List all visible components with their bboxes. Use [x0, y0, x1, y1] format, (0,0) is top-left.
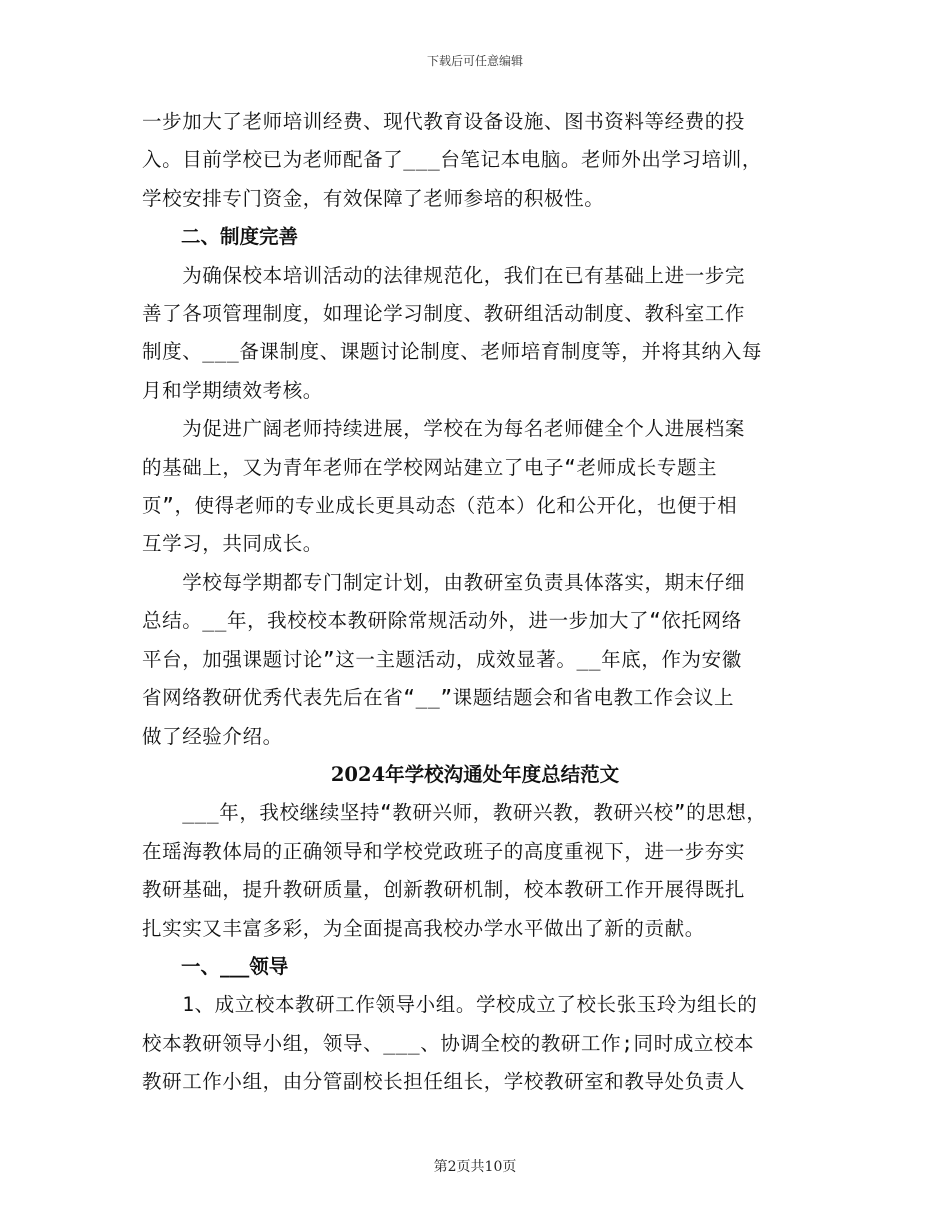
- paragraph-line: 为促进广阔老师持续进展，学校在为每名老师健全个人进展档案: [142, 417, 746, 441]
- paragraph-management: [142, 257, 808, 411]
- paragraph-teacher-growth: [142, 410, 808, 564]
- paragraph-leadership-group: [142, 986, 808, 1101]
- paragraph-line: 为确保校本培训活动的法律规范化，我们在已有基础上进一步完: [142, 263, 746, 287]
- document-body: [142, 103, 808, 1102]
- section-heading-system: 二、制度完善: [181, 225, 299, 249]
- page-header-note: 下载后可任意编辑: [426, 54, 523, 68]
- paragraph-line: 一步加大了老师培训经费、现代教育设备设施、图书资料等经费的投: [142, 110, 746, 133]
- paragraph-line: 总结。__年，我校校本教研除常规活动外，进一步加大了“依托网络: [142, 609, 742, 633]
- document-title: 2024年学校沟通处年度总结范文: [330, 762, 620, 786]
- paragraph-line: 省网络教研优秀代表先后在省“__”课题结题会和省电教工作会议上: [142, 686, 735, 710]
- paragraph-line: 在瑶海教体局的正确领导和学校党政班子的高度重视下，进一步夯实: [142, 839, 746, 863]
- paragraph-line: 的基础上，又为青年老师在学校网站建立了电子“老师成长专题主: [142, 455, 718, 479]
- paragraph-line: 1、成立校本教研工作领导小组。学校成立了校长张玉玲为组长的: [142, 993, 758, 1017]
- paragraph-line: 制度、___备课制度、课题讨论制度、老师培育制度等，并将其纳入每: [142, 340, 762, 364]
- paragraph-intro: [142, 794, 808, 948]
- paragraph-line: 入。目前学校已为老师配备了___台笔记本电脑。老师外出学习培训，: [142, 148, 762, 172]
- paragraph-line: ___年，我校继续坚持“教研兴师，教研兴教，教研兴校”的思想，: [142, 801, 767, 825]
- paragraph-line: 教研工作小组，由分管副校长担任组长，学校教研室和教导处负责人: [142, 1070, 746, 1094]
- page-number: 第2页共10页: [433, 1159, 517, 1175]
- paragraph-line: 月和学期绩效考核。: [142, 378, 323, 402]
- paragraph-line: 平台，加强课题讨论”这一主题活动，成效显著。__年底，作为安徽: [142, 647, 742, 671]
- paragraph-line: 校本教研领导小组，领导、___、协调全校的教研工作;同时成立校本: [142, 1031, 755, 1055]
- paragraph-line: 学校每学期都专门制定计划，由教研室负责具体落实，期末仔细: [142, 570, 746, 594]
- section-heading-leadership: 一、___领导: [181, 954, 289, 978]
- paragraph-line: 善了各项管理制度，如理论学习制度、教研组活动制度、教科室工作: [142, 302, 746, 326]
- paragraph-plan: [142, 564, 808, 756]
- paragraph-line: 学校安排专门资金，有效保障了老师参培的积极性。: [142, 186, 605, 210]
- paragraph-line: 页”，使得老师的专业成长更具动态（范本）化和公开化，也便于相: [142, 494, 738, 518]
- paragraph-line: 扎实实又丰富多彩，为全面提高我校办学水平做出了新的贡献。: [142, 916, 705, 940]
- paragraph-line: 互学习，共同成长。: [142, 532, 323, 556]
- paragraph-line: 做了经验介绍。: [142, 724, 283, 748]
- paragraph-line: 教研基础，提升教研质量，创新教研机制，校本教研工作开展得既扎: [142, 878, 746, 902]
- paragraph-funding: [142, 103, 808, 218]
